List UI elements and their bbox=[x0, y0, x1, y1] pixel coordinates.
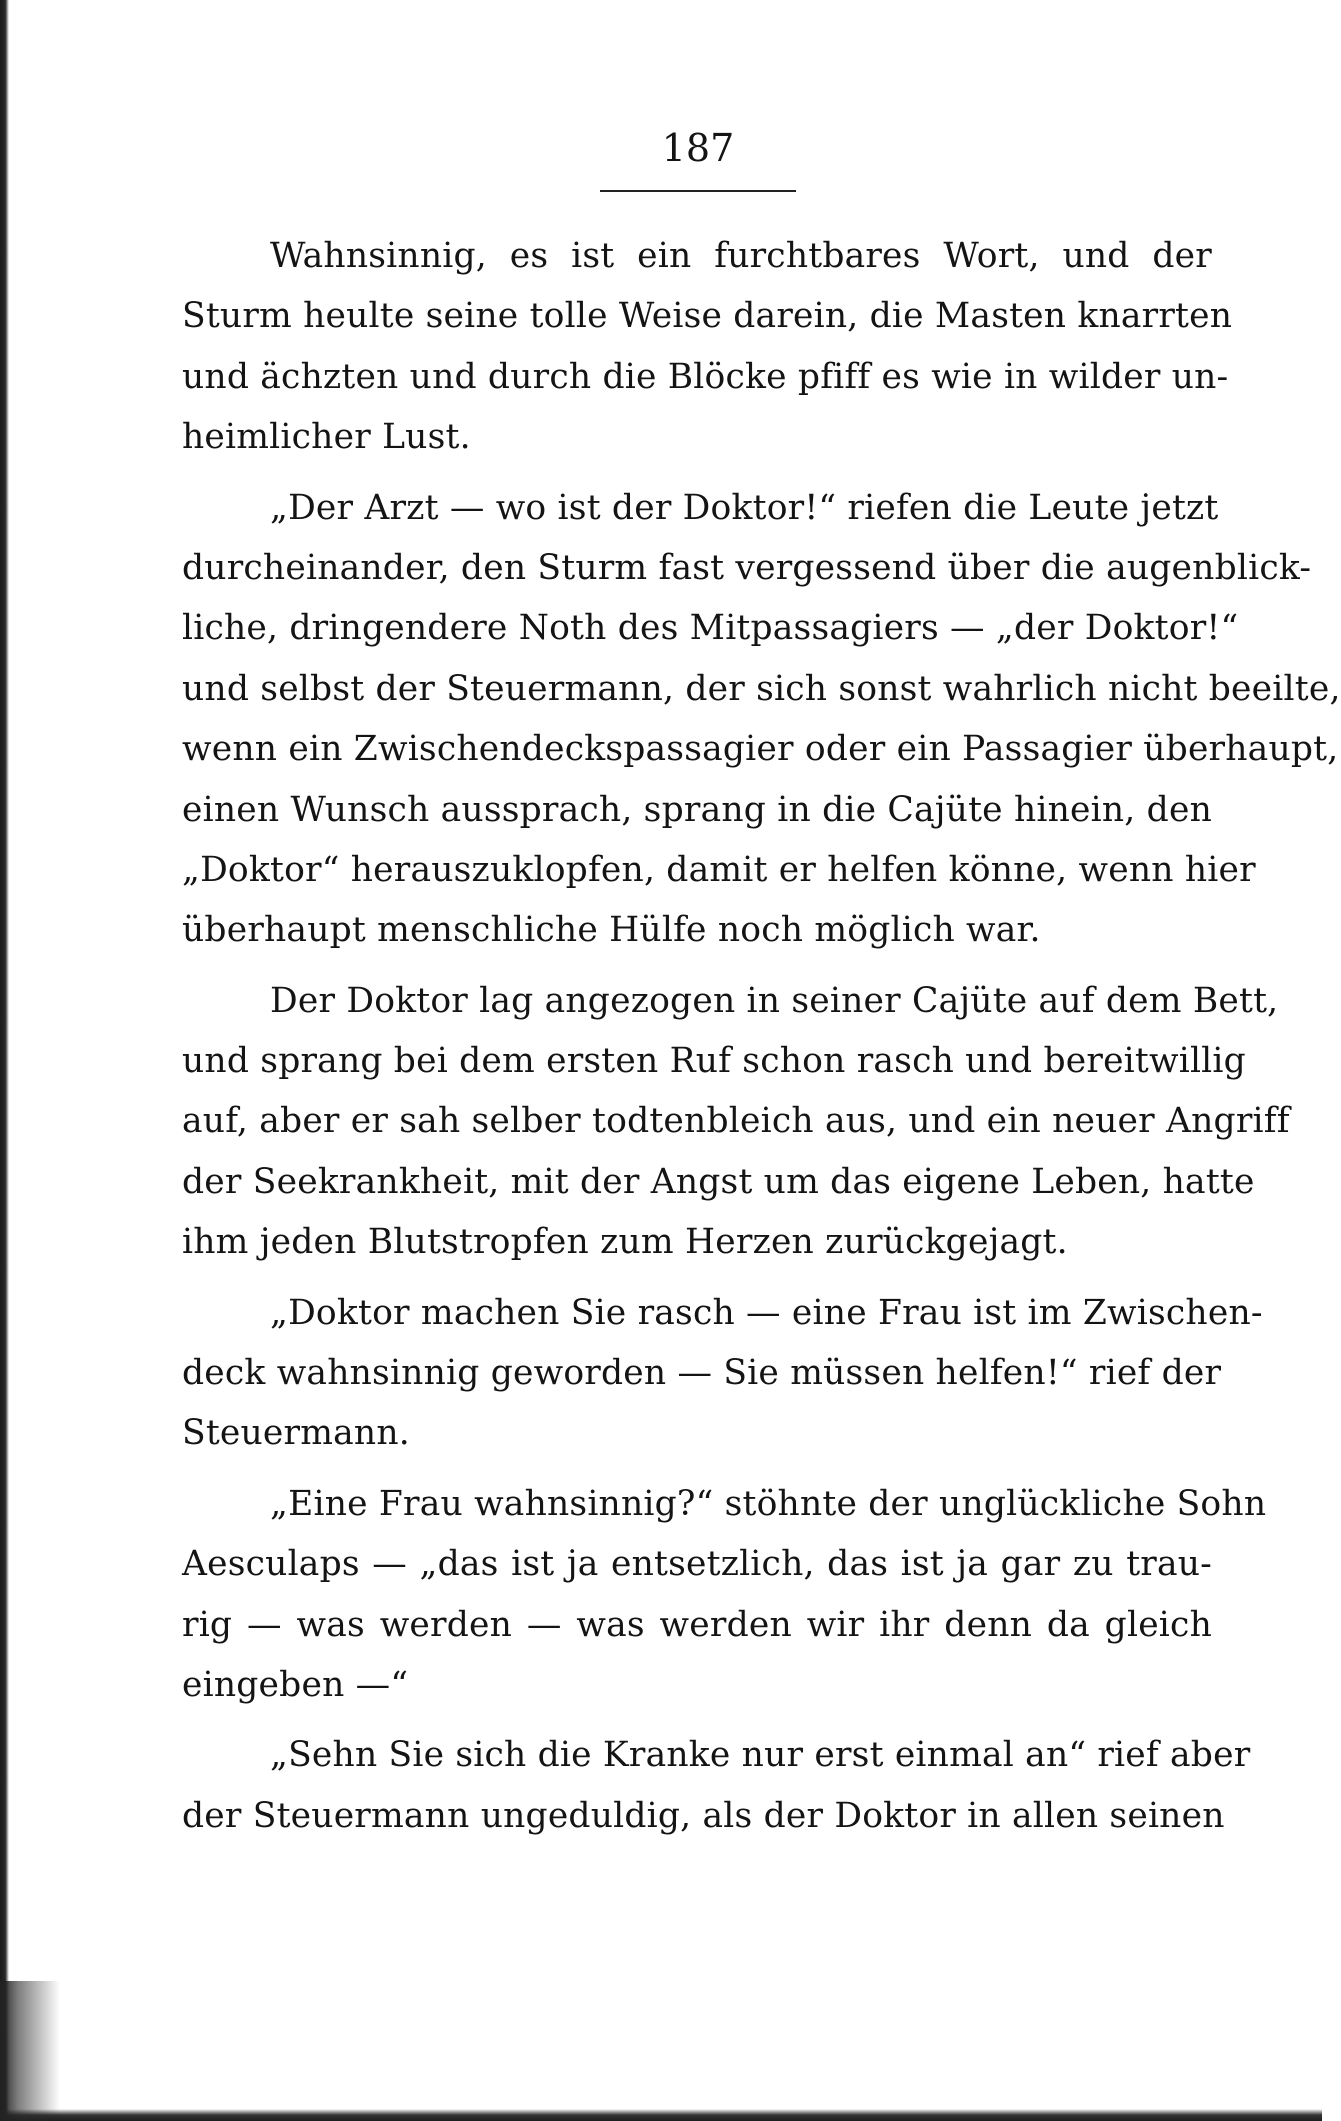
page-number: 187 bbox=[661, 126, 735, 170]
text-line: „Der Arzt — wo ist der Doktor!“ riefen die Leute jetzt bbox=[270, 487, 1219, 528]
paragraph-2 bbox=[182, 478, 1341, 961]
text-line: und selbst der Steuermann, der sich sonst wahrlich nicht beeilte, bbox=[182, 668, 1341, 709]
paragraph-5 bbox=[182, 1474, 1267, 1716]
text-line: Der Doktor lag angezogen in seiner Cajüte auf dem Bett, bbox=[270, 980, 1279, 1021]
paragraph-6 bbox=[182, 1725, 1251, 1846]
paragraph-1 bbox=[182, 226, 1233, 468]
text-line: überhaupt menschliche Hülfe noch möglich war. bbox=[182, 910, 1041, 951]
text-line: und ächzten und durch die Blöcke pfiff es wie in wilder un- bbox=[182, 356, 1229, 397]
text-line: Aesculaps — „das ist ja entsetzlich, das ist ja gar zu trau- bbox=[182, 1544, 1212, 1585]
text-line: „Doktor“ herauszuklopfen, damit er helfen könne, wenn hier bbox=[182, 849, 1256, 890]
text-line: rig — was werden — was werden wir ihr denn da gleich bbox=[182, 1604, 1212, 1645]
text-line: deck wahnsinnig geworden — Sie müssen helfen!“ rief der bbox=[182, 1353, 1222, 1394]
text-line: wenn ein Zwischendeckspassagier oder ein Passagier überhaupt, bbox=[182, 729, 1339, 770]
text-line: der Steuermann ungeduldig, als der Doktor in allen seinen bbox=[182, 1795, 1225, 1836]
text-line: „Sehn Sie sich die Kranke nur erst einmal an“ rief aber bbox=[270, 1735, 1251, 1776]
paragraph-4 bbox=[182, 1283, 1263, 1464]
body-text bbox=[182, 226, 1341, 1846]
text-line: ihm jeden Blutstropfen zum Herzen zurückgejagt. bbox=[182, 1222, 1068, 1263]
page-number-rule bbox=[600, 190, 796, 192]
text-line: einen Wunsch aussprach, sprang in die Cajüte hinein, den bbox=[182, 789, 1212, 830]
text-line: eingeben —“ bbox=[182, 1664, 409, 1705]
text-line: Steuermann. bbox=[182, 1413, 410, 1454]
text-line: Wahnsinnig, es ist ein furchtbares Wort, und der bbox=[270, 236, 1212, 276]
text-line: „Eine Frau wahnsinnig?“ stöhnte der unglückliche Sohn bbox=[270, 1483, 1267, 1524]
scan-edge-corner bbox=[0, 1981, 60, 2121]
text-line: durcheinander, den Sturm fast vergessend über die augenblick- bbox=[182, 547, 1312, 588]
paragraph-3 bbox=[182, 971, 1290, 1273]
text-line: heimlicher Lust. bbox=[182, 417, 471, 458]
scan-edge-left bbox=[0, 0, 9, 2121]
text-line: der Seekrankheit, mit der Angst um das eigene Leben, hatte bbox=[182, 1161, 1255, 1202]
scan-edge-bottom bbox=[0, 2109, 1322, 2121]
text-line: liche, dringendere Noth des Mitpassagiers — „der Doktor!“ bbox=[182, 608, 1239, 649]
text-line: auf, aber er sah selber todtenbleich aus, und ein neuer Angriff bbox=[182, 1101, 1290, 1142]
text-line: Sturm heulte seine tolle Weise darein, die Masten knarrten bbox=[182, 296, 1233, 337]
text-line: „Doktor machen Sie rasch — eine Frau ist im Zwischen- bbox=[270, 1292, 1263, 1333]
text-line: und sprang bei dem ersten Ruf schon rasch und bereitwillig bbox=[182, 1041, 1246, 1082]
